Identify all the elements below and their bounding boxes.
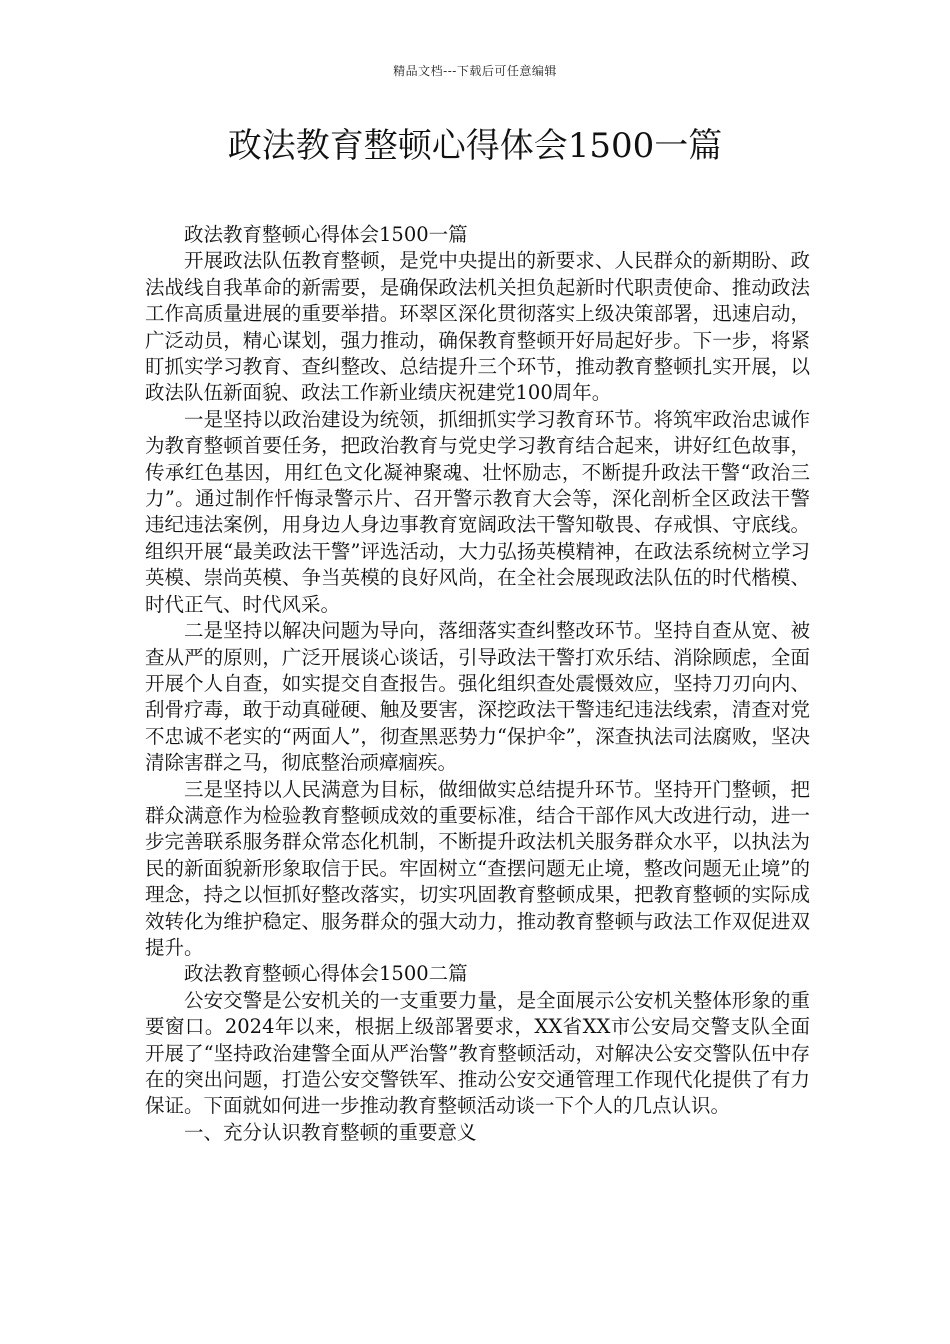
document-title: 政法教育整顿心得体会1500一篇 xyxy=(227,126,723,166)
document-header-note: 精品文档---下载后可任意编辑 xyxy=(393,64,557,78)
paragraph-intro: 开展政法队伍教育整顿，是党中央提出的新要求、人民群众的新期盼、政法战线自我革命的新需要，是确保政法机关担负起新时代职责使命、推动政法工作高质量进展的重要举措。环翠区深化贯彻落实上级决策部署，迅速启动，广泛动员，精心谋划，强力推动，确保教育整顿开好局起好步。下一步，将紧盯抓实学习教育、查纠整改、总结提升三个环节，推动教育整顿扎实开展，以政法队伍新面貌、政法工作新业绩庆祝建党100周年。 xyxy=(145,249,810,405)
document-body xyxy=(145,222,810,1146)
paragraph-subtitle-2: 政法教育整顿心得体会1500二篇 xyxy=(184,962,468,986)
paragraph-second-intro: 公安交警是公安机关的一支重要力量，是全面展示公安机关整体形象的重要窗口。2024年以来，根据上级部署要求，XX省XX市公安局交警支队全面开展了“坚持政治建警全面从严治警”教育整顿活动，对解决公安交警队伍中存在的突出问题，打造公安交警铁军、推动公安交通管理工作现代化提供了有力保证。下面就如何进一步推动教育整顿活动谈一下个人的几点认识。 xyxy=(145,988,810,1118)
paragraph-point-2: 二是坚持以解决问题为导向，落细落实查纠整改环节。坚持自查从宽、被查从严的原则，广泛开展谈心谈话，引导政法干警打欢乐结、消除顾虑，全面开展个人自查，如实提交自查报告。强化组织查处震慑效应，坚持刀刃向内、刮骨疗毒，敢于动真碰硬、触及要害，深挖政法干警违纪违法线索，清查对党不忠诚不老实的“两面人”，彻查黑恶势力“保护伞”，深查执法司法腐败，坚决清除害群之马，彻底整治顽瘴痼疾。 xyxy=(145,619,810,775)
paragraph-point-1: 一是坚持以政治建设为统领，抓细抓实学习教育环节。将筑牢政治忠诚作为教育整顿首要任务，把政治教育与党史学习教育结合起来，讲好红色故事，传承红色基因，用红色文化凝神聚魂、壮怀励志，不断提升政法干警“政治三力”。通过制作忏悔录警示片、召开警示教育大会等，深化剖析全区政法干警违纪违法案例，用身边人身边事教育宽阔政法干警知敬畏、存戒惧、守底线。组织开展“最美政法干警”评选活动，大力弘扬英模精神，在政法系统树立学习英模、崇尚英模、争当英模的良好风尚，在全社会展现政法队伍的时代楷模、时代正气、时代风采。 xyxy=(145,407,810,616)
paragraph-point-3: 三是坚持以人民满意为目标，做细做实总结提升环节。坚持开门整顿，把群众满意作为检验教育整顿成效的重要标准，结合干部作风大改进行动，进一步完善联系服务群众常态化机制，不断提升政法机关服务群众水平，以执法为民的新面貌新形象取信于民。牢固树立“查摆问题无止境，整改问题无止境”的理念，持之以恒抓好整改落实，切实巩固教育整顿成果，把教育整顿的实际成效转化为维护稳定、服务群众的强大动力，推动教育整顿与政法工作双促进双提升。 xyxy=(145,777,810,959)
paragraph-section-heading: 一、充分认识教育整顿的重要意义 xyxy=(184,1120,477,1144)
paragraph-subtitle-1: 政法教育整顿心得体会1500一篇 xyxy=(184,223,468,246)
